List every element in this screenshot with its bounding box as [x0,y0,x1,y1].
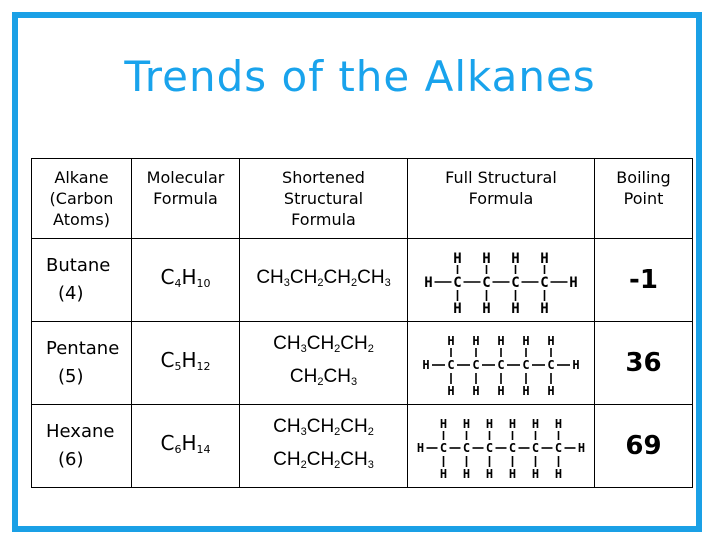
header-full-line-1: Full Structural [445,168,557,187]
header-molecular [132,159,240,239]
molecular-formula-cell [132,239,240,322]
carbon-atom: C [497,358,505,373]
formula-h: H [181,264,197,289]
alkane-carbons: (4) [58,283,84,304]
hydrogen-atom: H [531,417,540,432]
formula-c-count: 6 [174,442,182,456]
hydrogen-atom: H [547,384,555,399]
alkane-carbons: (5) [58,366,84,387]
shortened-line: $CH_3CH_2CH_2CH_3$ [256,266,391,289]
structural-diagram [408,323,594,403]
header-shortened-line-2: Structural [283,189,364,208]
formula-h: H [181,430,197,455]
hydrogen-atom: H [447,334,455,349]
hydrogen-atom: H [547,334,555,349]
alkane-name: Butane [46,255,111,276]
hydrogen-atom: H [472,334,480,349]
header-row [32,159,693,239]
full-structure-cell [408,322,595,405]
hydrogen-atom: H [424,274,433,291]
carbon-atom: C [540,274,549,291]
full-structure-cell [408,239,595,322]
formula-c: C [160,430,175,455]
formula-c: C [160,347,175,372]
hydrogen-atom: H [447,384,455,399]
carbon-atom: C [547,358,555,373]
hydrogen-atom: H [482,300,491,317]
header-shortened-line-1: Shortened [282,168,365,187]
hydrogen-atom: H [522,334,530,349]
carbon-atom: C [554,441,563,456]
hydrogen-atom: H [462,467,471,482]
table-row [32,322,693,405]
header-shortened [240,159,408,239]
hydrogen-atom: H [522,384,530,399]
shortened-line: $CH_2CH_2CH_3$ [273,449,374,471]
header-full-line-2: Formula [468,189,534,208]
hydrogen-atom: H [508,417,517,432]
carbon-atom: C [482,274,491,291]
header-alkane-line-1: Alkane [54,168,109,187]
hydrogen-atom: H [554,417,563,432]
carbon-atom: C [485,441,494,456]
boiling-point-value: -1 [629,265,658,295]
carbon-atom: C [508,441,517,456]
hydrogen-atom: H [453,300,462,317]
carbon-atom: C [511,274,520,291]
header-shortened-line-3: Formula [291,210,356,229]
carbon-atom: C [453,274,462,291]
carbon-atom: C [447,358,455,373]
hydrogen-atom: H [531,467,540,482]
alkane-cell [32,405,132,488]
full-structure-cell [408,405,595,488]
header-molecular-line-2: Formula [153,189,218,208]
carbon-atom: C [472,358,480,373]
hydrogen-atom: H [482,250,491,267]
table-row [32,405,693,488]
carbon-atom: C [462,441,471,456]
hydrogen-atom: H [554,467,563,482]
shortened-line: $CH_3CH_2CH_2$ [273,333,374,355]
hydrogen-atom: H [472,384,480,399]
formula-c-count: 5 [174,359,182,373]
alkane-cell [32,239,132,322]
hydrogen-atom: H [416,441,425,456]
hydrogen-atom: H [453,250,462,267]
hydrogen-atom: H [569,274,578,291]
hydrogen-atom: H [439,417,448,432]
shortened-formula-cell [240,322,408,405]
boiling-point-value: 69 [625,431,662,461]
hydrogen-atom: H [497,384,505,399]
molecular-formula-cell [132,322,240,405]
hydrogen-atom: H [462,417,471,432]
formula-h-count: 14 [196,442,211,456]
alkane-carbons: (6) [58,449,84,470]
shortened-formula-cell [240,405,408,488]
hydrogen-atom: H [497,334,505,349]
carbon-atom: C [522,358,530,373]
header-boiling [595,159,693,239]
structural-diagram [408,406,594,486]
hydrogen-atom: H [508,467,517,482]
hydrogen-atom: H [540,250,549,267]
shortened-line: $CH_2CH_3$ [289,366,358,388]
formula-h-count: 12 [196,359,211,373]
hydrogen-atom: H [511,300,520,317]
alkane-name: Pentane [46,338,120,359]
header-alkane-line-2: (Carbon [49,189,114,208]
hydrogen-atom: H [577,441,586,456]
hydrogen-atom: H [572,358,580,373]
formula-h-count: 10 [196,276,211,290]
slide-title: Trends of the Alkanes [124,52,596,101]
header-boiling-line-2: Point [623,189,664,208]
alkane-name: Hexane [46,421,115,442]
hydrogen-atom: H [485,467,494,482]
carbon-atom: C [531,441,540,456]
boiling-point-value: 36 [625,348,662,378]
formula-h: H [181,347,197,372]
header-molecular-line-1: Molecular [146,168,225,187]
hydrogen-atom: H [422,358,430,373]
hydrogen-atom: H [540,300,549,317]
structural-diagram [408,240,594,320]
carbon-atom: C [439,441,448,456]
boiling-point-cell [595,239,693,322]
table-row [32,239,693,322]
boiling-point-cell [595,405,693,488]
alkanes-table [31,158,693,488]
header-boiling-line-1: Boiling [616,168,671,187]
shortened-line: $CH_3CH_2CH_2$ [273,416,374,438]
header-alkane-line-3: Atoms) [53,210,110,229]
hydrogen-atom: H [439,467,448,482]
molecular-formula-cell [132,405,240,488]
boiling-point-cell [595,322,693,405]
formula-c: C [160,264,175,289]
hydrogen-atom: H [485,417,494,432]
header-full [408,159,595,239]
hydrogen-atom: H [511,250,520,267]
alkane-cell [32,322,132,405]
formula-c-count: 4 [174,276,182,290]
header-alkane [32,159,132,239]
shortened-formula-cell [240,239,408,322]
